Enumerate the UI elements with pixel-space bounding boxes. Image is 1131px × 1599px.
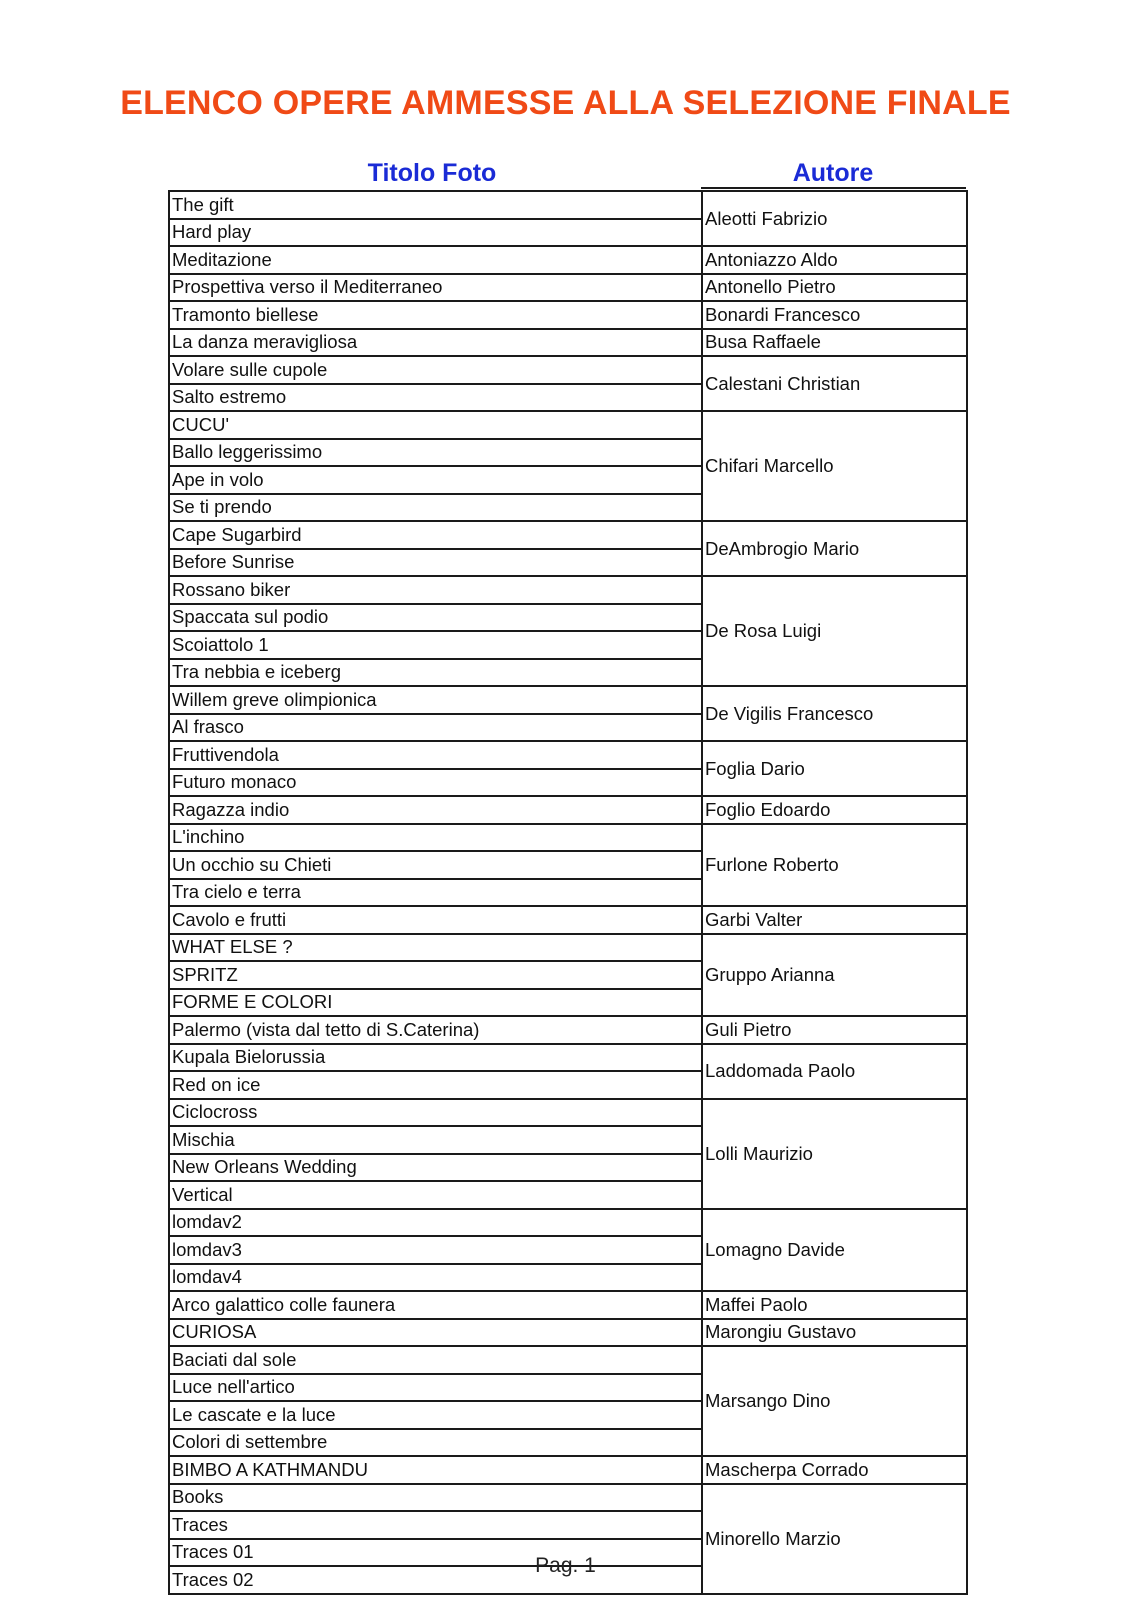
photo-title-cell: Salto estremo bbox=[169, 384, 702, 412]
photo-title-cell: lomdav2 bbox=[169, 1209, 702, 1237]
photo-title-cell: Scoiattolo 1 bbox=[169, 631, 702, 659]
photo-title-cell: WHAT ELSE ? bbox=[169, 934, 702, 962]
photo-title-cell: Tra cielo e terra bbox=[169, 879, 702, 907]
photo-title-cell: Kupala Bielorussia bbox=[169, 1044, 702, 1072]
photo-title-cell: FORME E COLORI bbox=[169, 989, 702, 1017]
photo-title-cell: Palermo (vista dal tetto di S.Caterina) bbox=[169, 1016, 702, 1044]
author-cell: De Rosa Luigi bbox=[702, 576, 967, 686]
author-cell: Marsango Dino bbox=[702, 1346, 967, 1456]
author-column-top-rule bbox=[701, 187, 966, 189]
photo-title-cell: Rossano biker bbox=[169, 576, 702, 604]
table-row bbox=[169, 576, 967, 604]
author-cell: Antonello Pietro bbox=[702, 274, 967, 302]
author-cell: DeAmbrogio Mario bbox=[702, 521, 967, 576]
table-row bbox=[169, 1044, 967, 1072]
table-row bbox=[169, 411, 967, 439]
author-cell: Garbi Valter bbox=[702, 906, 967, 934]
photo-title-cell: Before Sunrise bbox=[169, 549, 702, 577]
photo-title-cell: CUCU' bbox=[169, 411, 702, 439]
table-row bbox=[169, 329, 967, 357]
photo-title-cell: Al frasco bbox=[169, 714, 702, 742]
photo-title-cell: Meditazione bbox=[169, 246, 702, 274]
table-row bbox=[169, 1099, 967, 1127]
author-cell: Calestani Christian bbox=[702, 356, 967, 411]
photo-title-cell: Le cascate e la luce bbox=[169, 1401, 702, 1429]
author-cell: Guli Pietro bbox=[702, 1016, 967, 1044]
table-row bbox=[169, 934, 967, 962]
author-cell: Foglio Edoardo bbox=[702, 796, 967, 824]
photo-title-cell: Un occhio su Chieti bbox=[169, 851, 702, 879]
photo-title-cell: CURIOSA bbox=[169, 1319, 702, 1347]
table-row bbox=[169, 824, 967, 852]
author-cell: Laddomada Paolo bbox=[702, 1044, 967, 1099]
photo-title-cell: Hard play bbox=[169, 219, 702, 247]
table-row bbox=[169, 1016, 967, 1044]
photo-title-cell: Tra nebbia e iceberg bbox=[169, 659, 702, 687]
table-row bbox=[169, 906, 967, 934]
table-row bbox=[169, 1346, 967, 1374]
table-row bbox=[169, 1456, 967, 1484]
table-row bbox=[169, 301, 967, 329]
author-cell: Bonardi Francesco bbox=[702, 301, 967, 329]
author-cell: Lolli Maurizio bbox=[702, 1099, 967, 1209]
author-cell: Mascherpa Corrado bbox=[702, 1456, 967, 1484]
table-row bbox=[169, 1484, 967, 1512]
photo-title-cell: Mischia bbox=[169, 1126, 702, 1154]
table-row bbox=[169, 521, 967, 549]
author-cell: Marongiu Gustavo bbox=[702, 1319, 967, 1347]
table-row bbox=[169, 1209, 967, 1237]
photo-title-cell: Baciati dal sole bbox=[169, 1346, 702, 1374]
photo-title-cell: Willem greve olimpionica bbox=[169, 686, 702, 714]
table-row bbox=[169, 741, 967, 769]
photo-title-cell: Tramonto biellese bbox=[169, 301, 702, 329]
author-cell: Foglia Dario bbox=[702, 741, 967, 796]
author-cell: Antoniazzo Aldo bbox=[702, 246, 967, 274]
author-cell: Maffei Paolo bbox=[702, 1291, 967, 1319]
photo-title-cell: Ciclocross bbox=[169, 1099, 702, 1127]
author-cell: Chifari Marcello bbox=[702, 411, 967, 521]
photo-title-cell: Ballo leggerissimo bbox=[169, 439, 702, 467]
table-row bbox=[169, 191, 967, 219]
photo-title-cell: New Orleans Wedding bbox=[169, 1154, 702, 1182]
table-row bbox=[169, 1319, 967, 1347]
photo-title-cell: Spaccata sul podio bbox=[169, 604, 702, 632]
photo-title-cell: Fruttivendola bbox=[169, 741, 702, 769]
photo-title-cell: Books bbox=[169, 1484, 702, 1512]
photo-title-cell: L'inchino bbox=[169, 824, 702, 852]
photo-title-cell: La danza meravigliosa bbox=[169, 329, 702, 357]
photo-title-cell: BIMBO A KATHMANDU bbox=[169, 1456, 702, 1484]
works-table bbox=[168, 190, 968, 1595]
photo-title-cell: Ape in volo bbox=[169, 466, 702, 494]
author-cell: Aleotti Fabrizio bbox=[702, 191, 967, 246]
photo-title-cell: Traces bbox=[169, 1511, 702, 1539]
table-row bbox=[169, 274, 967, 302]
photo-title-cell: lomdav4 bbox=[169, 1264, 702, 1292]
page-number: Pag. 1 bbox=[535, 1554, 596, 1577]
photo-title-cell: Cavolo e frutti bbox=[169, 906, 702, 934]
table-row bbox=[169, 1291, 967, 1319]
photo-title-cell: Colori di settembre bbox=[169, 1429, 702, 1457]
photo-title-cell: The gift bbox=[169, 191, 702, 219]
author-cell: Furlone Roberto bbox=[702, 824, 967, 907]
author-cell: Busa Raffaele bbox=[702, 329, 967, 357]
author-cell: Lomagno Davide bbox=[702, 1209, 967, 1292]
photo-title-cell: lomdav3 bbox=[169, 1236, 702, 1264]
author-cell: Gruppo Arianna bbox=[702, 934, 967, 1017]
column-header-title: Titolo Foto bbox=[367, 159, 497, 187]
page-title: ELENCO OPERE AMMESSE ALLA SELEZIONE FINALE bbox=[120, 84, 1011, 122]
photo-title-cell: Traces 01 bbox=[169, 1539, 702, 1567]
table-row bbox=[169, 686, 967, 714]
author-cell: Minorello Marzio bbox=[702, 1484, 967, 1594]
photo-title-cell: Futuro monaco bbox=[169, 769, 702, 797]
photo-title-cell: Traces 02 bbox=[169, 1566, 702, 1594]
author-cell: De Vigilis Francesco bbox=[702, 686, 967, 741]
photo-title-cell: Vertical bbox=[169, 1181, 702, 1209]
table-row bbox=[169, 356, 967, 384]
table-row bbox=[169, 796, 967, 824]
photo-title-cell: Red on ice bbox=[169, 1071, 702, 1099]
column-header-author: Autore bbox=[792, 159, 874, 187]
photo-title-cell: Arco galattico colle faunera bbox=[169, 1291, 702, 1319]
table-row bbox=[169, 246, 967, 274]
photo-title-cell: Ragazza indio bbox=[169, 796, 702, 824]
photo-title-cell: SPRITZ bbox=[169, 961, 702, 989]
photo-title-cell: Se ti prendo bbox=[169, 494, 702, 522]
works-table-body bbox=[169, 191, 967, 1594]
photo-title-cell: Luce nell'artico bbox=[169, 1374, 702, 1402]
photo-title-cell: Volare sulle cupole bbox=[169, 356, 702, 384]
photo-title-cell: Prospettiva verso il Mediterraneo bbox=[169, 274, 702, 302]
photo-title-cell: Cape Sugarbird bbox=[169, 521, 702, 549]
